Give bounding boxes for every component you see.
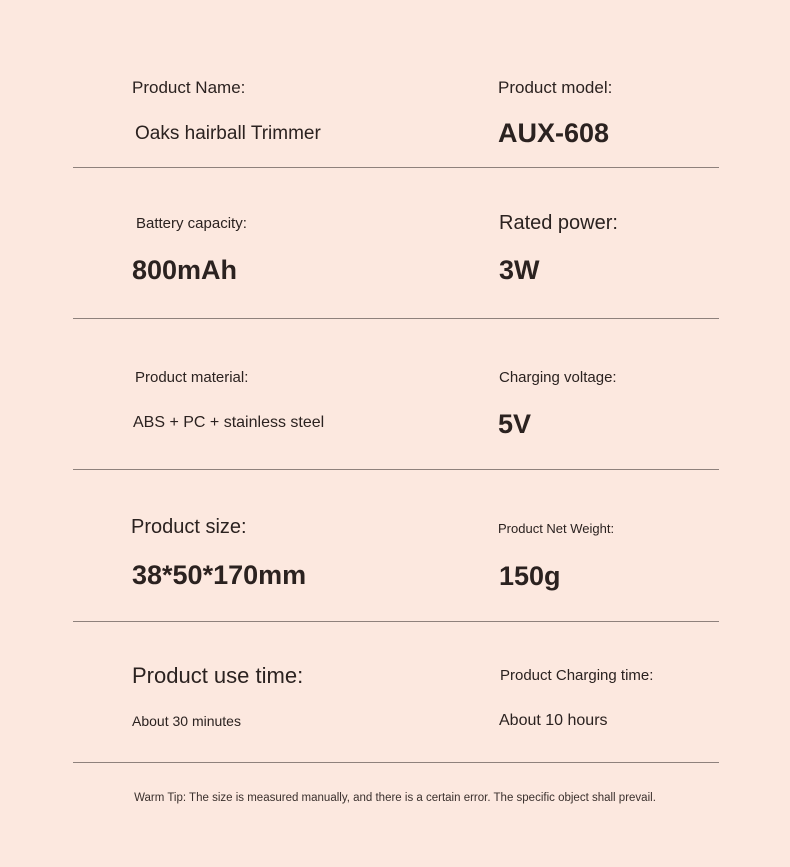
product-name-value: Oaks hairball Trimmer — [135, 123, 321, 144]
product-size-value: 38*50*170mm — [132, 560, 307, 590]
charging-time-label: Product Charging time: — [500, 667, 654, 684]
rated-power-value: 3W — [499, 255, 540, 285]
product-model-label: Product model: — [498, 78, 613, 97]
net-weight-label: Product Net Weight: — [498, 521, 615, 536]
divider — [73, 621, 719, 622]
product-material-value: ABS + PC + stainless steel — [133, 414, 325, 431]
rated-power-label: Rated power: — [499, 212, 618, 234]
product-model-value: AUX-608 — [498, 118, 610, 148]
divider — [73, 469, 719, 470]
product-material-label: Product material: — [135, 369, 249, 386]
charging-voltage-label: Charging voltage: — [499, 369, 617, 386]
charging-voltage-value: 5V — [498, 409, 532, 439]
use-time-value: About 30 minutes — [132, 713, 241, 729]
net-weight-value: 150g — [499, 561, 561, 591]
divider — [73, 167, 719, 168]
warm-tip: Warm Tip: The size is measured manually, and there is a certain error. The specific object shall prevail. — [134, 792, 656, 804]
product-name-label: Product Name: — [132, 78, 246, 97]
product-size-label: Product size: — [131, 516, 247, 538]
use-time-label: Product use time: — [132, 663, 304, 688]
charging-time-value: About 10 hours — [499, 712, 608, 729]
battery-capacity-value: 800mAh — [132, 255, 238, 285]
battery-capacity-label: Battery capacity: — [136, 215, 247, 232]
divider — [73, 762, 719, 763]
divider — [73, 318, 719, 319]
